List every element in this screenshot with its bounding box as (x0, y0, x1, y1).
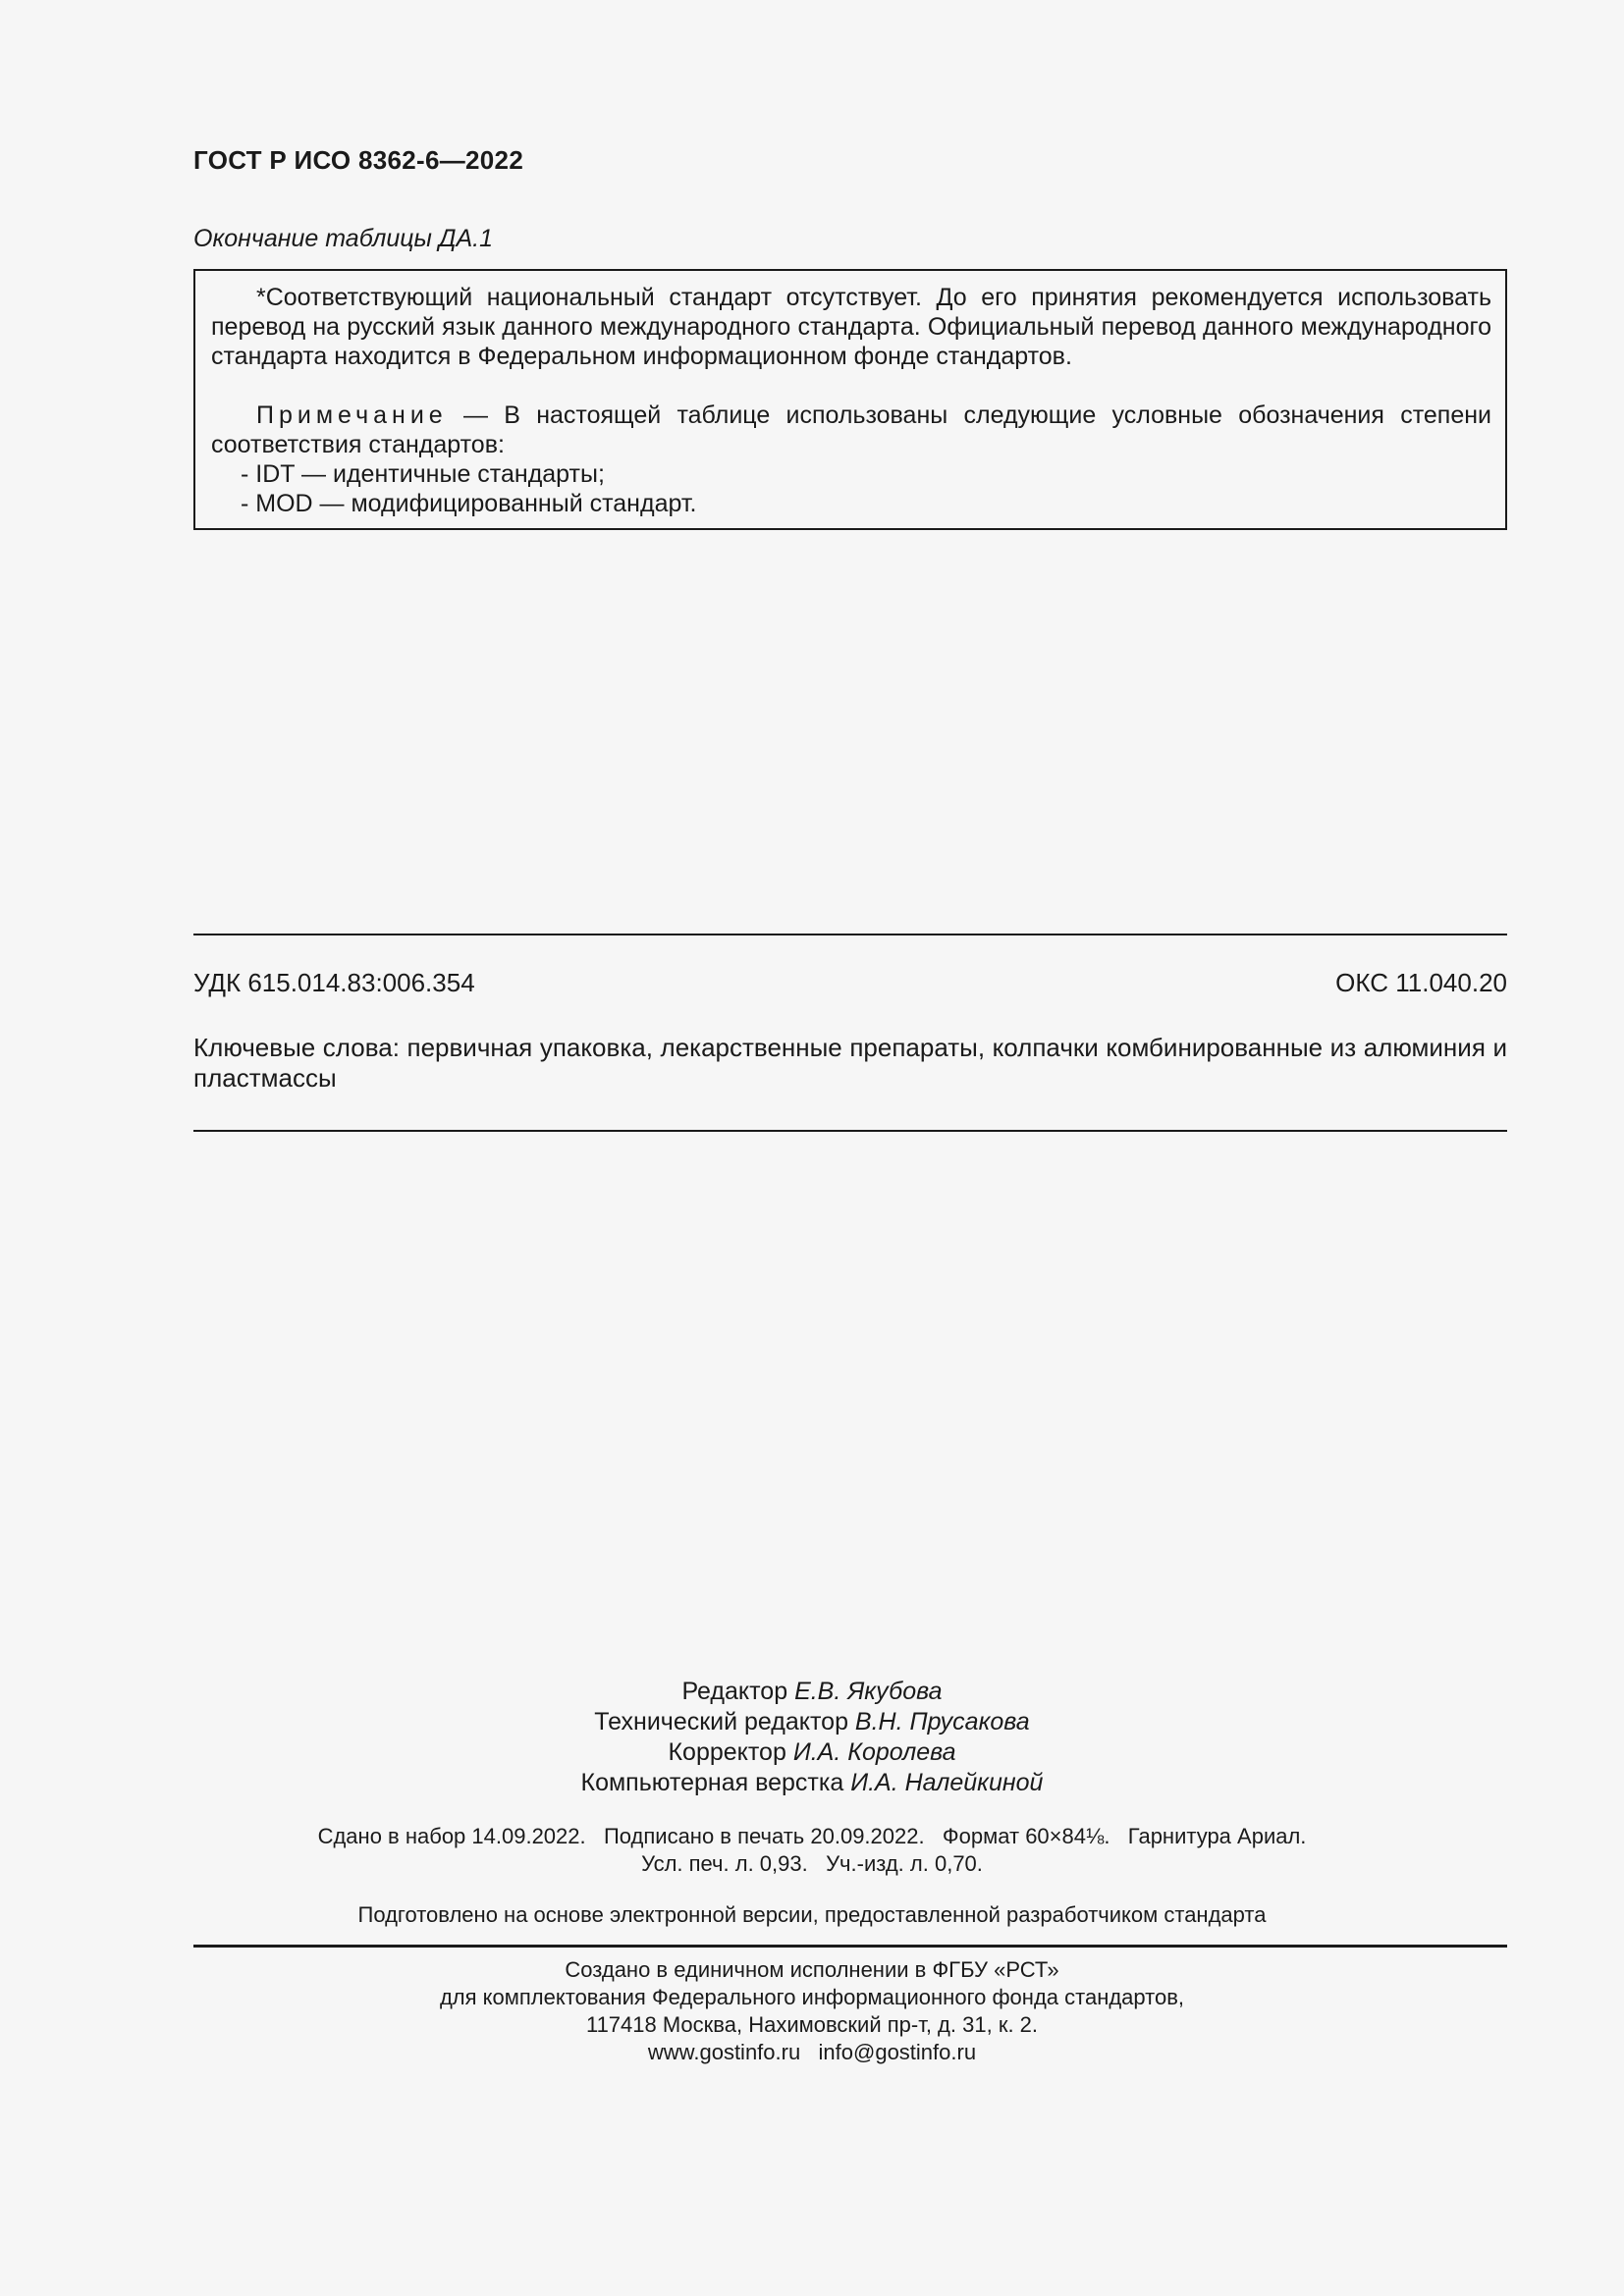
publisher-contacts: www.gostinfo.ru info@gostinfo.ru (647, 2040, 977, 2064)
keywords: Ключевые слова: первичная упаковка, лекарственные препараты, колпачки комбинированные из алюминия и пластмассы (193, 1033, 1507, 1093)
publisher-line-3: 117418 Москва, Нахимовский пр-т, д. 31, к. 2. (585, 2012, 1039, 2037)
note-paragraph (211, 400, 1491, 459)
footnote-text: *Соответствующий национальный стандарт отсутствует. До его принятия рекомендуется использовать перевод на русский язык данного международного стандарта. Официальный перевод данного международного стандарта находится в Федеральном информационном фонде стандартов. (211, 284, 1491, 370)
oks-code: ОКС 11.040.20 (1335, 968, 1507, 997)
prepared-note: Подготовлено на основе электронной версии, предоставленной разработчиком стандарта (357, 1902, 1267, 1927)
print-info (0, 1823, 1624, 1878)
divider-top (193, 934, 1507, 935)
credit-proofreader: Корректор И.А. Королева (668, 1738, 956, 1766)
divider-publisher (193, 1945, 1507, 1948)
publisher-line-1: Создано в единичном исполнении в ФГБУ «РСТ» (565, 1957, 1059, 1982)
table-caption: Окончание таблицы ДА.1 (193, 225, 493, 252)
table-note-box (193, 269, 1507, 530)
publisher-info (0, 1956, 1624, 2066)
note-text: — В настоящей таблице использованы следующие условные обозначения степени соответствия стандартов: (211, 401, 1491, 458)
udk-code: УДК 615.014.83:006.354 (193, 968, 475, 997)
note-label: Примечание (256, 401, 448, 429)
credit-technical-editor: Технический редактор В.Н. Прусакова (594, 1708, 1030, 1735)
credit-editor: Редактор Е.В. Якубова (681, 1678, 943, 1705)
print-info-line-1: Сдано в набор 14.09.2022. Подписано в печать 20.09.2022. Формат 60×84⅛. Гарнитура Ариал. (317, 1824, 1307, 1848)
credit-layout: Компьютерная верстка И.А. Налейкиной (580, 1769, 1044, 1796)
note-list-item-mod: - MOD — модифицированный стандарт. (241, 490, 697, 517)
note-list-item-idt: - IDT — идентичные стандарты; (241, 460, 605, 488)
publisher-line-2: для комплектования Федерального информационного фонда стандартов, (439, 1985, 1185, 2009)
credits-block (0, 1677, 1624, 1798)
divider-bottom (193, 1130, 1507, 1132)
print-info-line-2: Усл. печ. л. 0,93. Уч.-изд. л. 0,70. (641, 1851, 983, 1876)
document-code: ГОСТ Р ИСО 8362-6—2022 (193, 145, 524, 175)
